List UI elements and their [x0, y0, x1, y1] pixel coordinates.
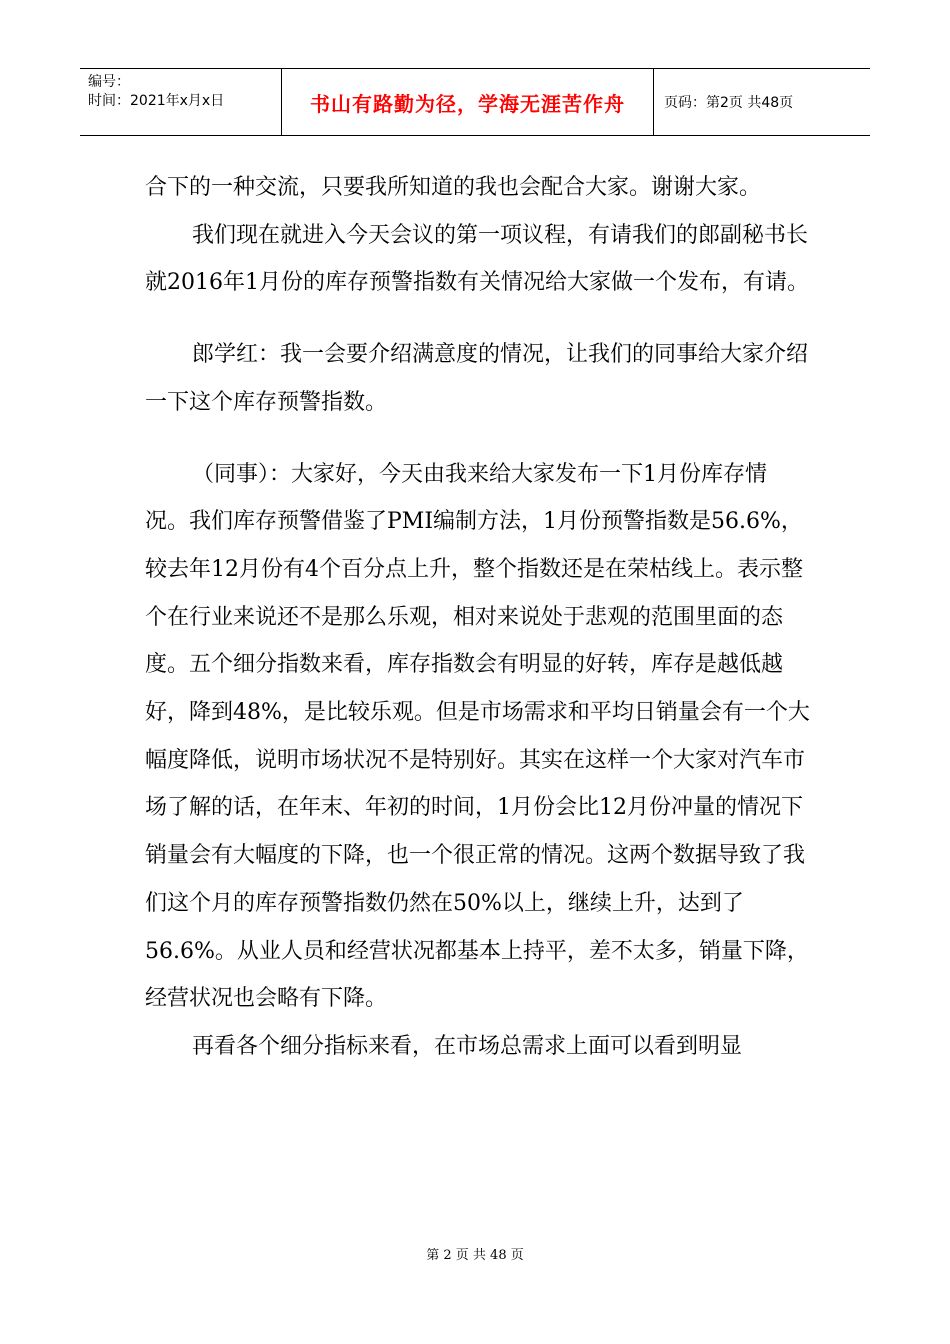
- paragraph-3: 郎学红：我一会要介绍满意度的情况，让我们的同事给大家介绍一下这个库存预警指数。: [145, 342, 809, 415]
- page-footer: 第 2 页 共 48 页: [426, 1248, 524, 1263]
- page-header: [80, 68, 870, 136]
- document-body: [145, 164, 810, 1071]
- paragraph-5: 再看各个细分指标来看，在市场总需求上面可以看到明显: [192, 1033, 743, 1059]
- paragraph-4: （同事）：大家好，今天由我来给大家发布一下1月份库存情况。我们库存预警借鉴了PMI编制方法，1月份预警指数是56.6%，较去年12月份有4个百分点上升，整个指数还是在荣枯线上。表示整个在行业来说还不是那么乐观，相对来说处于悲观的范围里面的态度。五个细分指数来看，库存指数会有明显的好转，库存是越低越好，降到48%，是比较乐观。但是市场需求和平均日销量会有一个大幅度降低，说明市场状况不是特别好。其实在这样一个大家对汽车市场了解的话，在年末、年初的时间，1月份会比12月份冲量的情况下销量会有大幅度的下降，也一个很正常的情况。这两个数据导致了我们这个月的库存预警指数仍然在50%以上，继续上升，达到了56.6%。从业人员和经营状况都基本上持平，差不太多，销量下降，经营状况也会略有下降。: [145, 461, 810, 1012]
- number-label: 编号：: [88, 74, 130, 90]
- header-meta: [80, 69, 282, 135]
- paragraph-1: 合下的一种交流，只要我所知道的我也会配合大家。谢谢大家。: [145, 175, 762, 200]
- header-page-info: 页码：第2页 共48页: [664, 95, 794, 111]
- time-label: 时间：2021年x月x日: [88, 93, 225, 109]
- header-motto: 书山有路勤为径，学海无涯苦作舟: [282, 69, 654, 135]
- paragraph-2: 我们现在就进入今天会议的第一项议程，有请我们的郎副秘书长就2016年1月份的库存预警指数有关情况给大家做一个发布，有请。: [145, 222, 809, 296]
